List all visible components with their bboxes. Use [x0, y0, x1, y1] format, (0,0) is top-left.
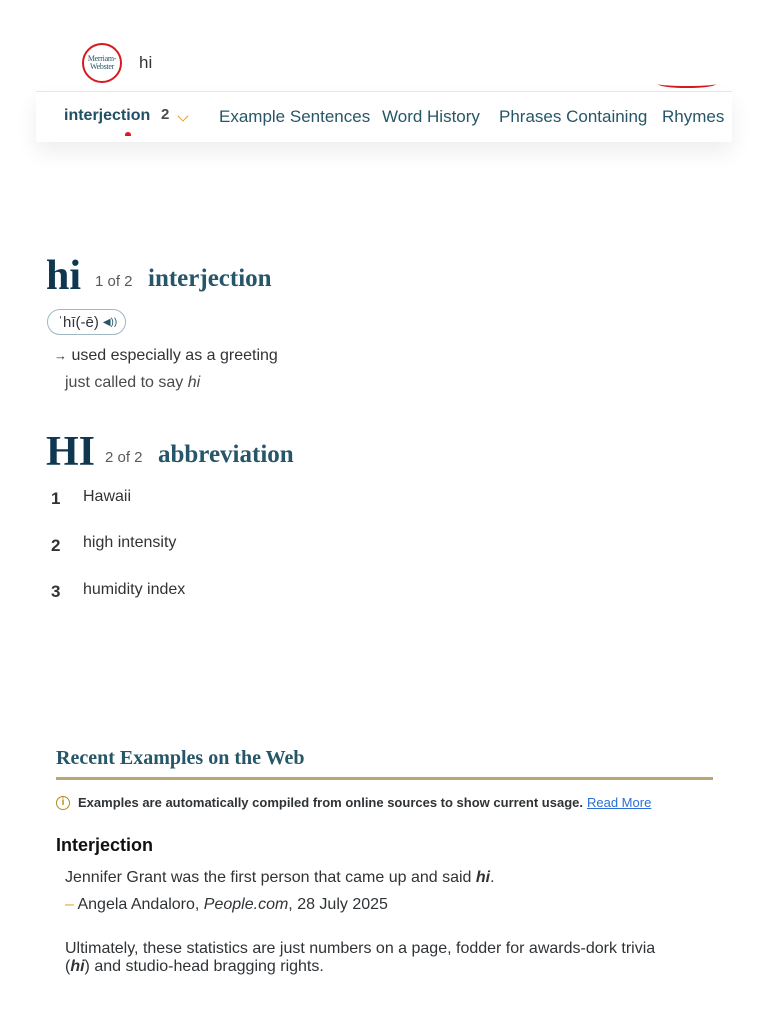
- headword-HI: HI: [46, 429, 96, 475]
- sense-number: 1: [51, 489, 61, 508]
- sense-text: high intensity: [83, 534, 177, 551]
- definition-example: [65, 374, 200, 392]
- part-of-speech[interactable]: abbreviation: [158, 441, 294, 468]
- logo-text-line1: Merriam-: [87, 54, 117, 63]
- nav-tab-example-sentences[interactable]: Example Sentences: [219, 107, 371, 126]
- sense-text: Hawaii: [83, 488, 132, 505]
- sense-number: 3: [51, 582, 61, 601]
- sense-number: 2: [51, 536, 61, 555]
- part-of-speech[interactable]: interjection: [148, 265, 272, 292]
- attribution-dash: –: [65, 896, 74, 913]
- search-input[interactable]: hi: [139, 53, 153, 72]
- example-text: Ultimately, these statistics are just numbers on a page, fodder for awards-dork trivia: [65, 940, 656, 957]
- attribution-author: Angela Andaloro,: [77, 896, 204, 913]
- pronunciation-button[interactable]: [47, 309, 126, 335]
- active-tab-indicator: [125, 132, 131, 136]
- attribution-date: , 28 July 2025: [288, 896, 388, 913]
- example-word: hi: [70, 958, 85, 975]
- example-sentence: [65, 940, 725, 976]
- logo-text-line2: Webster: [90, 62, 114, 71]
- sense-text: humidity index: [83, 581, 186, 598]
- example-text-open: (: [65, 958, 71, 975]
- example-sentence: [65, 869, 495, 887]
- entry-nav-bar: [36, 91, 732, 142]
- chevron-down-icon[interactable]: [177, 110, 188, 121]
- example-word: hi: [187, 374, 201, 391]
- nav-tab-phrases-containing[interactable]: Phrases Containing: [499, 107, 648, 126]
- examples-heading: Interjection: [56, 835, 154, 855]
- pronunciation-text: ˈhī(-ē): [58, 313, 99, 331]
- speaker-icon: ◀︎)): [102, 316, 118, 328]
- section-title: Recent Examples on the Web: [56, 747, 305, 769]
- attribution-source[interactable]: People.com: [203, 896, 289, 913]
- arrow-icon: →: [54, 348, 67, 363]
- decorative-swoosh: [658, 80, 716, 88]
- section-divider: [56, 777, 713, 780]
- definition-text: used especially as a greeting: [71, 347, 278, 364]
- example-text: just called to say: [65, 374, 188, 391]
- notice-text: Examples are automatically compiled from online sources to show current usage.: [78, 795, 583, 810]
- entry-number: 2 of 2: [105, 449, 143, 466]
- entry-number: 1 of 2: [95, 273, 133, 290]
- read-more-link[interactable]: Read More: [586, 795, 652, 810]
- example-text: Jennifer Grant was the first person that came up and said: [65, 869, 476, 886]
- merriam-webster-logo[interactable]: [82, 43, 122, 83]
- example-attribution: [65, 896, 388, 914]
- info-icon: i: [56, 796, 70, 810]
- example-text-end: .: [490, 869, 495, 886]
- examples-notice: [56, 795, 651, 810]
- example-word: hi: [475, 869, 491, 886]
- definition: [54, 347, 278, 365]
- nav-tab-interjection[interactable]: interjection: [64, 107, 151, 124]
- nav-tab-rhymes[interactable]: Rhymes: [662, 107, 725, 126]
- nav-tab-count[interactable]: 2: [161, 106, 170, 123]
- headword-hi: hi: [46, 253, 82, 299]
- example-text-rest: ) and studio-head bragging rights.: [84, 958, 324, 975]
- nav-tab-word-history[interactable]: Word History: [382, 107, 480, 126]
